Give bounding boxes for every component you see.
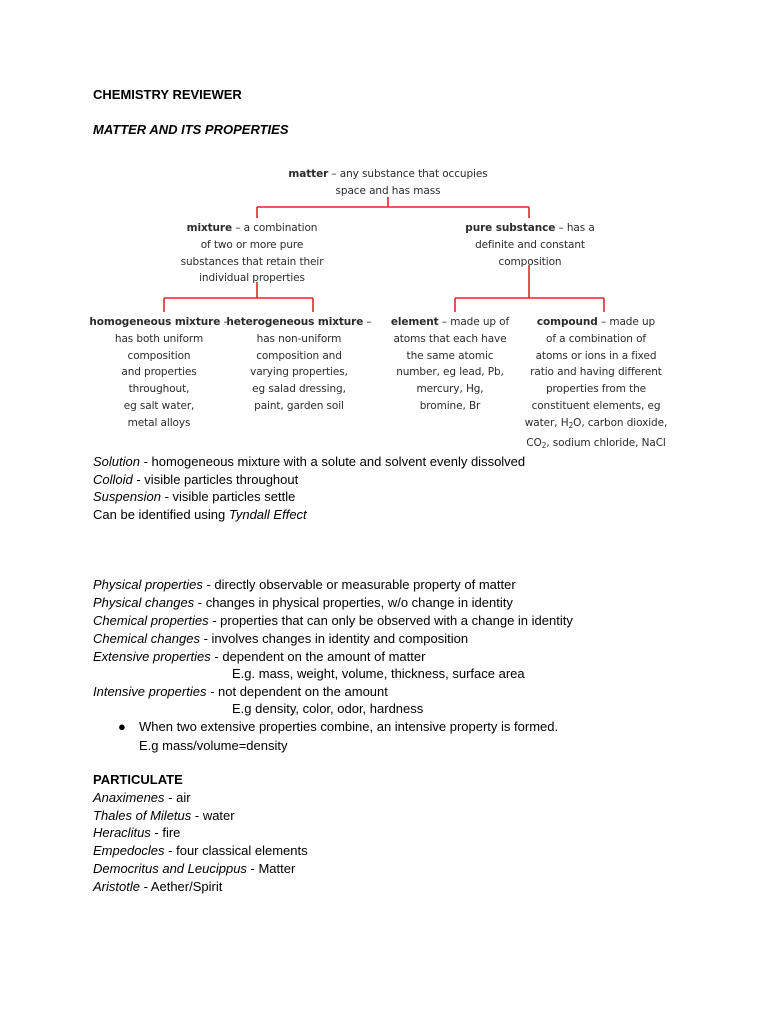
section-subtitle: MATTER AND ITS PROPERTIES bbox=[93, 122, 289, 137]
def-physical-changes: Physical changes - changes in physical properties, w/o change in identity bbox=[93, 595, 513, 610]
def-chemical-properties: Chemical properties - properties that can only be observed with a change in identity bbox=[93, 613, 573, 628]
intensive-example: E.g density, color, odor, hardness bbox=[232, 701, 424, 716]
connector-matter-to-level2 bbox=[257, 197, 529, 218]
bullet-item: ● When two extensive properties combine, an intensive property is formed. bbox=[118, 719, 559, 734]
node-pure-substance: pure substance – has a definite and constant composition bbox=[465, 222, 595, 268]
particulate-heading: PARTICULATE bbox=[93, 772, 183, 787]
node-element: element – made up of atoms that each have the same atomic number, eg lead, Pb, mercury, Hg, bromine, Br bbox=[390, 316, 510, 412]
extensive-example: E.g. mass, weight, volume, thickness, surface area bbox=[232, 666, 525, 681]
node-mixture: mixture – a combination of two or more pure substances that retain their individual properties bbox=[180, 222, 324, 285]
node-heterogeneous-mixture: heterogeneous mixture – has non-uniform composition and varying properties, eg salad dressing, paint, garden soil bbox=[226, 316, 372, 412]
def-intensive-properties: Intensive properties - not dependent on the amount bbox=[93, 684, 388, 699]
bullet-icon: ● bbox=[118, 719, 126, 734]
particulate-item: Heraclitus - fire bbox=[93, 825, 181, 840]
def-extensive-properties: Extensive properties - dependent on the amount of matter bbox=[93, 649, 426, 664]
node-homogeneous-mixture: homogeneous mixture – has both uniform composition and properties throughout, eg salt water, metal alloys bbox=[89, 316, 229, 429]
bullet-example: E.g mass/volume=density bbox=[139, 738, 288, 753]
note-colloid: Colloid - visible particles throughout bbox=[93, 472, 299, 487]
matter-classification-diagram bbox=[0, 160, 768, 450]
def-chemical-changes: Chemical changes - involves changes in identity and composition bbox=[93, 631, 469, 646]
particulate-item: Democritus and Leucippus - Matter bbox=[93, 861, 296, 876]
connector-pure-to-types bbox=[455, 265, 604, 312]
note-tyndall: Can be identified using Tyndall Effect bbox=[93, 507, 307, 522]
particulate-item: Aristotle - Aether/Spirit bbox=[93, 879, 223, 894]
def-physical-properties: Physical properties - directly observable or measurable property of matter bbox=[93, 577, 516, 592]
note-suspension: Suspension - visible particles settle bbox=[93, 489, 296, 504]
node-matter: matter – any substance that occupies space and has mass bbox=[288, 168, 488, 197]
particulate-item: Thales of Miletus - water bbox=[93, 808, 235, 823]
node-compound: compound – made up of a combination of atoms or ions in a fixed ratio and having different properties from the constituent elements, eg water, $H_2O$, carbon dioxide, $CO_2$, sodium chloride, NaCl bbox=[524, 316, 668, 450]
page-title: CHEMISTRY REVIEWER bbox=[93, 87, 242, 102]
note-solution: Solution - homogeneous mixture with a solute and solvent evenly dissolved bbox=[93, 454, 526, 469]
particulate-item: Anaximenes - air bbox=[93, 790, 191, 805]
particulate-item: Empedocles - four classical elements bbox=[93, 843, 308, 858]
